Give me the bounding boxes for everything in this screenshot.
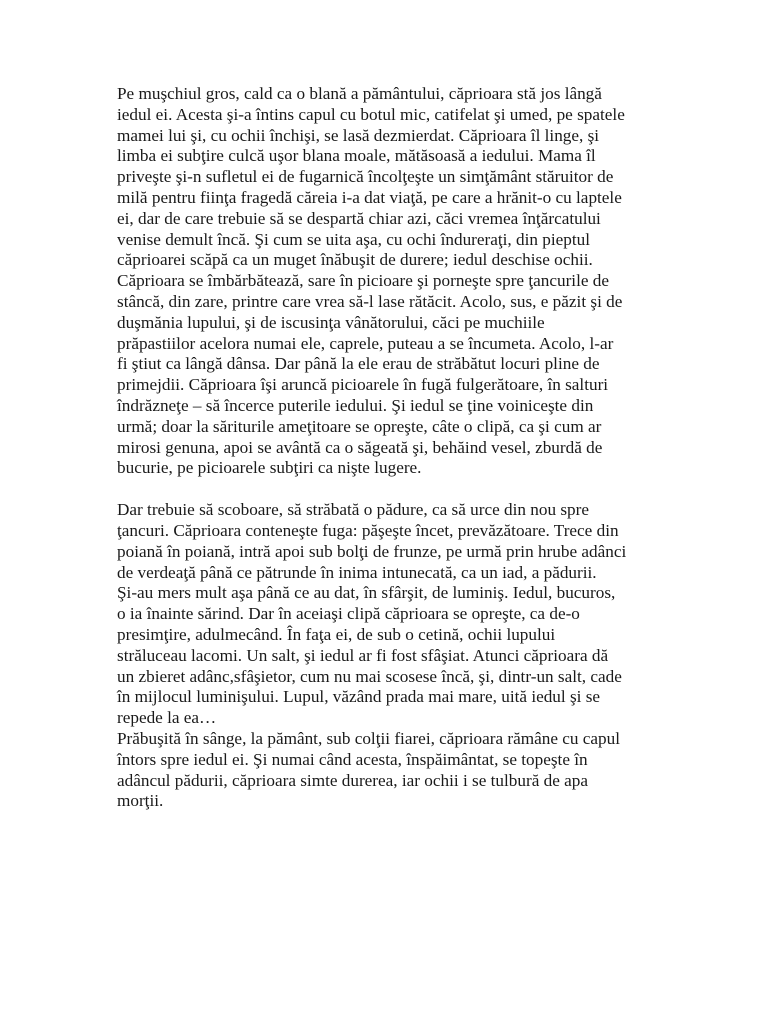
document-page (117, 84, 647, 812)
paragraph-gap (117, 479, 647, 500)
paragraph-2: Dar trebuie să scoboare, să străbată o pădure, ca să urce din nou spre ţancuri. Căprioara conteneşte fuga: păşeşte încet, prevăzătoare. Trece din poiană în poiană, intră apoi sub bolţi de frunze, pe urmă prin hrube adânci de verdeaţă până ce pătrunde în inima intunecată, ca un iad, a pădurii. Şi-au mers mult aşa până ce au dat, în sfârşit, de luminiş. Iedul, bucuros, o ia înainte sărind. Dar în aceiaşi clipă căprioara se opreşte, ca de-o presimţire, adulmecând. În faţa ei, de sub o cetină, ochii lupului străluceau lacomi. Un salt, şi iedul ar fi fost sfâşiat. Atunci căprioara dă un zbieret adânc,sfâşietor, cum nu mai scosese încă, şi, dintr-un salt, cade în mijlocul luminişului. Lupul, văzând prada mai mare, uită iedul şi se repede la ea… (117, 500, 627, 728)
paragraph-1: Pe muşchiul gros, cald ca o blană a pământului, căprioara stă jos lângă iedul ei. Acesta şi-a întins capul cu botul mic, catifelat şi umed, pe spatele mamei lui şi, cu ochii închişi, se lasă dezmierdat. Căprioara îl linge, şi limba ei subţire culcă uşor blana moale, mătăsoasă a iedului. Mama îl priveşte şi-n sufletul ei de fugarnică încolţeşte un simţământ stăruitor de milă pentru fiinţa fragedă căreia i-a dat viaţă, pe care a hrănit-o cu laptele ei, dar de care trebuie să se despartă chiar azi, căci vremea înţărcatului venise demult încă. Şi cum se uita aşa, cu ochi îndureraţi, din pieptul căprioarei scăpă ca un muget înăbuşit de durere; iedul deschise ochii. Căprioara se îmbărbătează, sare în picioare şi porneşte spre ţancurile de stâncă, din zare, printre care vrea să-l lase rătăcit. Acolo, sus, e păzit şi de duşmănia lupului, şi de iscusinţa vânătorului, căci pe muchiile prăpastiilor acelora numai ele, caprele, puteau a se încumeta. Acolo, l-ar fi ştiut ca lângă dânsa. Dar până la ele erau de străbătut locuri pline de primejdii. Căprioara îşi aruncă picioarele în fugă fulgerătoare, în salturi îndrăzneţe – să încerce puterile iedului. Şi iedul se ţine voiniceşte din urmă; doar la săriturile ameţitoare se opreşte, câte o clipă, ca şi cum ar mirosi genuna, apoi se avântă ca o săgeată şi, behăind vesel, zburdă de bucurie, pe picioarele subţiri ca nişte lugere. (117, 84, 625, 478)
paragraph-3: Prăbuşită în sânge, la pământ, sub colţii fiarei, căprioara rămâne cu capul întors spre iedul ei. Şi numai când acesta, înspăimântat, se topeşte în adâncul pădurii, căprioara simte durerea, iar ochii i se tulbură de apa morţii. (117, 728, 621, 811)
